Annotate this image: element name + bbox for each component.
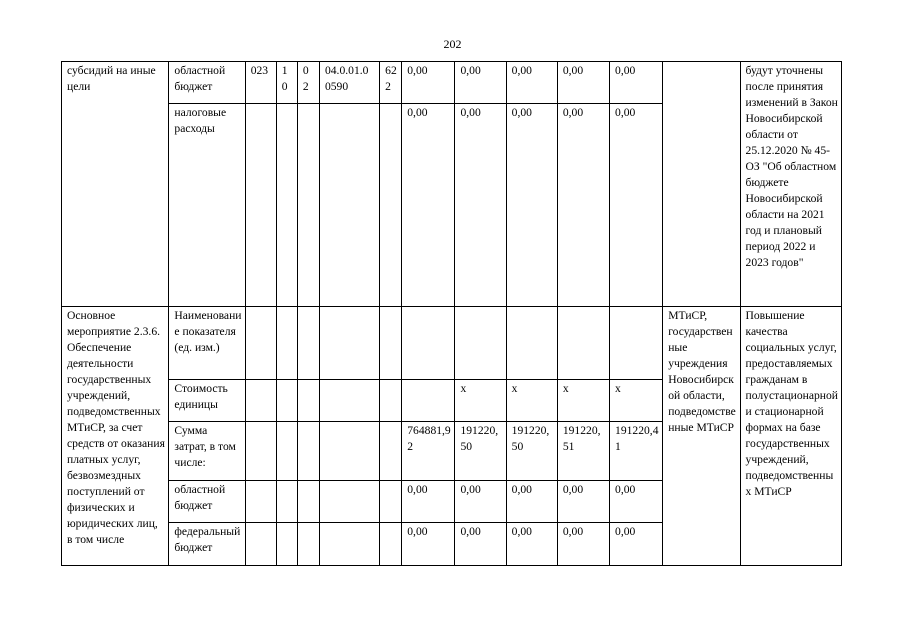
indicator-name-cell: Стоимость единицы xyxy=(169,380,245,422)
value-cell: 0,00 xyxy=(455,62,506,104)
value-cell: 0,00 xyxy=(610,481,663,523)
executor-cell: МТиСР, государственные учреждения Новосибирской области, подведомственные МТиСР xyxy=(663,307,740,566)
value-cell: 0,00 xyxy=(455,481,506,523)
value-cell xyxy=(402,307,455,380)
value-cell xyxy=(402,380,455,422)
csr-code-cell xyxy=(319,422,379,481)
vr-code-cell xyxy=(380,481,402,523)
indicator-name-cell: Сумма затрат, в том числе: xyxy=(169,422,245,481)
value-cell: 191220,50 xyxy=(455,422,506,481)
value-cell: 191220,41 xyxy=(610,422,663,481)
pr-code-cell xyxy=(297,307,319,380)
indicator-name-cell: областной бюджет xyxy=(169,62,245,104)
vr-code-cell xyxy=(380,422,402,481)
event-description-cell: субсидий на иные цели xyxy=(62,62,169,307)
value-cell: 0,00 xyxy=(506,62,557,104)
note-cell: Повышение качества социальных услуг, предоставляемых гражданам в полустационарной и стационарной формах на базе государственных учреждений, подведомственных МТиСР xyxy=(740,307,841,566)
grbs-code-cell xyxy=(245,523,276,566)
value-cell: 0,00 xyxy=(402,523,455,566)
grbs-code-cell xyxy=(245,307,276,380)
value-cell: 0,00 xyxy=(402,481,455,523)
budget-table xyxy=(61,61,842,566)
csr-code-cell xyxy=(319,307,379,380)
rz-code-cell: 1 0 xyxy=(276,62,297,104)
note-cell: будут уточнены после принятия изменений в Закон Новосибирской области от 25.12.2020 № 45-ОЗ "Об областном бюджете Новосибирской области на 2021 год и плановый период 2022 и 2023 годов" xyxy=(740,62,841,307)
value-cell: 0,00 xyxy=(557,104,609,307)
value-cell: x xyxy=(610,380,663,422)
grbs-code-cell xyxy=(245,481,276,523)
event-description-cell: Основное мероприятие 2.3.6. Обеспечение деятельности государственных учреждений, подведомственных МТиСР, за счет средств от оказания платных услуг, безвозмездных поступлений от физических и юридических лиц, в том числе xyxy=(62,307,169,566)
value-cell: 0,00 xyxy=(402,62,455,104)
value-cell: 0,00 xyxy=(610,104,663,307)
pr-code-cell xyxy=(297,422,319,481)
table-row xyxy=(62,307,842,380)
value-cell: 0,00 xyxy=(506,523,557,566)
vr-code-cell xyxy=(380,380,402,422)
value-cell: 191220,50 xyxy=(506,422,557,481)
value-cell: 0,00 xyxy=(455,523,506,566)
value-cell: 0,00 xyxy=(610,62,663,104)
value-cell xyxy=(557,307,609,380)
value-cell xyxy=(506,307,557,380)
vr-code-cell xyxy=(380,523,402,566)
indicator-name-cell: Наименование показателя (ед. изм.) xyxy=(169,307,245,380)
rz-code-cell xyxy=(276,481,297,523)
rz-code-cell xyxy=(276,380,297,422)
value-cell: 0,00 xyxy=(557,523,609,566)
vr-code-cell: 62 2 xyxy=(380,62,402,104)
value-cell: 0,00 xyxy=(455,104,506,307)
value-cell xyxy=(455,307,506,380)
pr-code-cell: 0 2 xyxy=(297,62,319,104)
csr-code-cell: 04.0.01.0 0590 xyxy=(319,62,379,104)
page-number: 202 xyxy=(443,37,462,51)
value-cell: 0,00 xyxy=(610,523,663,566)
value-cell: x xyxy=(557,380,609,422)
indicator-name-cell: федеральный бюджет xyxy=(169,523,245,566)
table-row xyxy=(62,62,842,104)
csr-code-cell xyxy=(319,380,379,422)
value-cell xyxy=(610,307,663,380)
pr-code-cell xyxy=(297,481,319,523)
vr-code-cell xyxy=(380,307,402,380)
indicator-name-cell: налоговые расходы xyxy=(169,104,245,307)
value-cell: 0,00 xyxy=(506,104,557,307)
pr-code-cell xyxy=(297,104,319,307)
csr-code-cell xyxy=(319,523,379,566)
value-cell: 0,00 xyxy=(557,481,609,523)
rz-code-cell xyxy=(276,523,297,566)
value-cell: 764881,92 xyxy=(402,422,455,481)
pr-code-cell xyxy=(297,523,319,566)
value-cell: x xyxy=(506,380,557,422)
indicator-name-cell: областной бюджет xyxy=(169,481,245,523)
grbs-code-cell: 023 xyxy=(245,62,276,104)
value-cell: 0,00 xyxy=(402,104,455,307)
rz-code-cell xyxy=(276,104,297,307)
rz-code-cell xyxy=(276,307,297,380)
csr-code-cell xyxy=(319,104,379,307)
vr-code-cell xyxy=(380,104,402,307)
grbs-code-cell xyxy=(245,422,276,481)
executor-cell xyxy=(663,62,740,307)
value-cell: 0,00 xyxy=(557,62,609,104)
value-cell: 191220,51 xyxy=(557,422,609,481)
pr-code-cell xyxy=(297,380,319,422)
rz-code-cell xyxy=(276,422,297,481)
grbs-code-cell xyxy=(245,104,276,307)
csr-code-cell xyxy=(319,481,379,523)
value-cell: 0,00 xyxy=(506,481,557,523)
value-cell: x xyxy=(455,380,506,422)
grbs-code-cell xyxy=(245,380,276,422)
